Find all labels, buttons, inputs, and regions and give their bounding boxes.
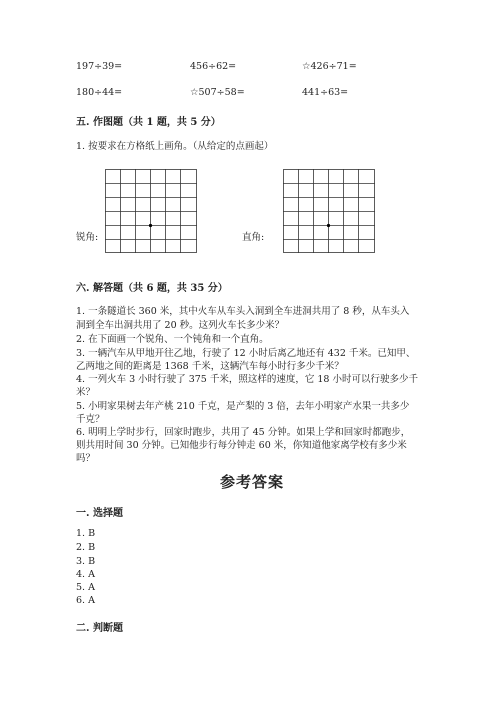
s6-line-4: 3. 一辆汽车从甲地开往乙地，行驶了 12 小时后离乙地还有 432 千米。已知甲、 — [76, 348, 416, 359]
calc-2-1: 180÷44= — [76, 87, 123, 98]
right-angle-label: 直角: — [242, 232, 265, 243]
choice-answer-3: 3. B — [76, 556, 96, 567]
calc-2-3: 441÷63= — [302, 87, 349, 98]
s6-line-3: 2. 在下面画一个锐角、一个钝角和一个直角。 — [76, 334, 269, 345]
calc-1-2: 456÷62= — [190, 61, 237, 72]
grid-acute-svg — [105, 169, 197, 253]
calc-2-2: ☆507÷58= — [190, 87, 245, 98]
section6-heading: 六. 解答题（共 6 题，共 35 分） — [76, 283, 228, 294]
calc-1-1: 197÷39= — [76, 61, 123, 72]
s6-line-12: 吗？ — [76, 453, 96, 464]
s6-line-1: 1. 一条隧道长 360 米，其中火车从车头入洞到全车进洞共用了 8 秒，从车头入 — [76, 306, 410, 317]
choice-heading: 一. 选择题 — [76, 508, 123, 519]
s6-line-7: 米？ — [76, 387, 96, 398]
choice-answer-4: 4. A — [76, 569, 95, 580]
choice-answer-1: 1. B — [76, 528, 96, 539]
s6-line-11: 则共用时间 30 分钟。已知他步行每分钟走 60 米，你知道他家离学校有多少米 — [76, 440, 407, 451]
calc-1-3: ☆426÷71= — [302, 61, 357, 72]
choice-answer-5: 5. A — [76, 582, 95, 593]
grid-right-svg — [283, 169, 375, 253]
choice-answer-2: 2. B — [76, 542, 96, 553]
choice-answer-6: 6. A — [76, 595, 95, 606]
answers-title: 参考答案 — [220, 473, 285, 491]
s6-line-9: 千克？ — [76, 414, 105, 425]
grid-acute-start-point — [149, 224, 152, 227]
s6-line-5: 乙两地之间的距离是 1368 千米，这辆汽车每小时行多少千米？ — [76, 361, 344, 372]
section5-question: 1. 按要求在方格纸上画角。（从给定的点画起） — [76, 141, 274, 152]
s6-line-10: 6. 明明上学时步行，回家时跑步，共用了 45 分钟。如果上学和回家时都跑步， — [76, 427, 411, 438]
judge-heading: 二. 判断题 — [76, 623, 123, 634]
grid-right-start-point — [327, 224, 330, 227]
s6-line-8: 5. 小明家果树去年产桃 210 千克，是产梨的 3 倍，去年小明家产水果一共多少 — [76, 401, 410, 412]
grid-right[interactable] — [283, 169, 375, 253]
grid-acute[interactable] — [105, 169, 197, 253]
section5-heading: 五. 作图题（共 1 题，共 5 分） — [76, 117, 221, 128]
s6-line-2: 洞到全车出洞共用了 20 秒。这列火车长多少米？ — [76, 320, 285, 331]
s6-line-6: 4. 一列火车 3 小时行驶了 375 千米，照这样的速度，它 18 小时可以行驶多少千 — [76, 374, 418, 385]
acute-label: 锐角: — [76, 232, 99, 243]
